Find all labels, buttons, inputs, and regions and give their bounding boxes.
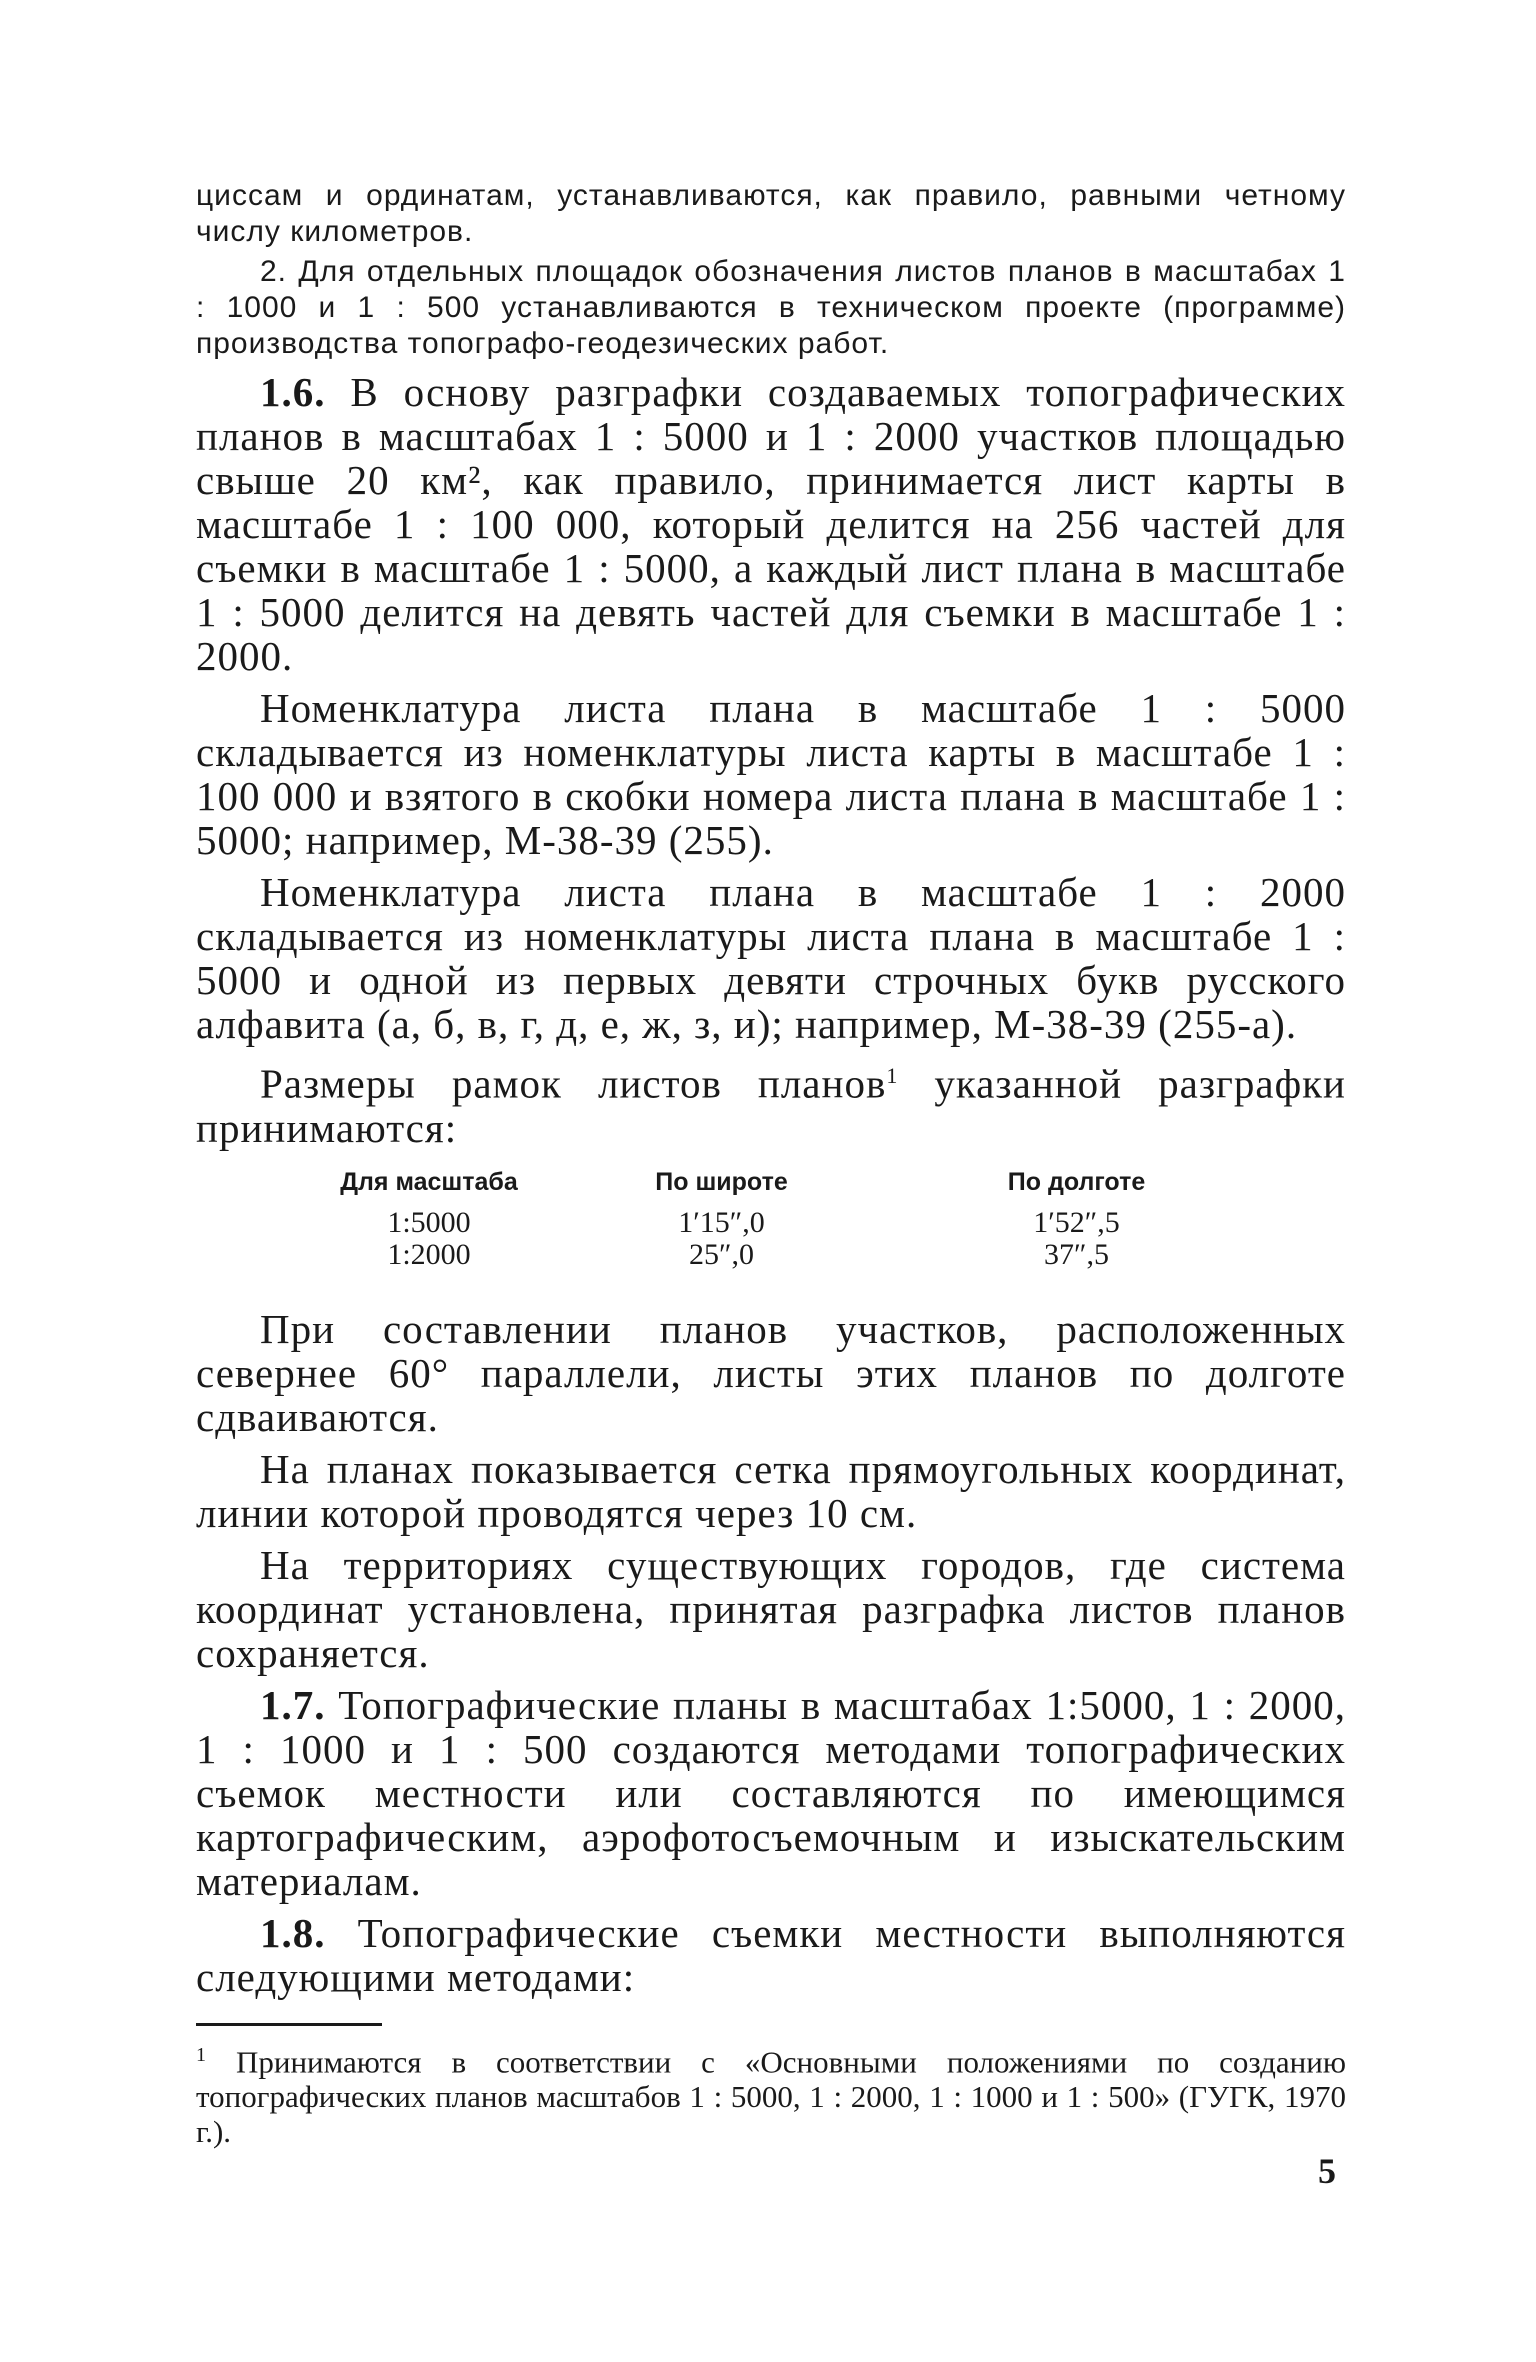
section-number-1-7: 1.7.	[260, 1681, 326, 1728]
footnote-mark: 1	[196, 2043, 206, 2066]
table-cell: 25″,0	[689, 1237, 754, 1271]
table-cell: 37″,5	[1044, 1237, 1109, 1271]
col-header-latitude: По широте	[655, 1167, 788, 1196]
col-header-scale: Для масштаба	[340, 1167, 518, 1196]
table-cell: 1:2000	[387, 1237, 471, 1271]
paragraph-grid: На планах показывается сетка прямоугольных координат, линии которой проводятся через 10 см.	[196, 1445, 1346, 1536]
paragraph-1-7-text: Топографические планы в масштабах 1:5000, 1 : 2000, 1 : 1000 и 1 : 500 создаются методами топографических съемок местности или составляются по имеющимся картографическим, аэрофотосъемочным и изыскательским материалам.	[196, 1681, 1346, 1904]
paragraph-nomenclature-5000: Номенклатура листа плана в масштабе 1 : 5000 складывается из номенклатуры листа карты в масштабе 1 : 100 000 и взятого в скобки номера листа плана в масштабе 1 : 5000; например, М-38-39 (255).	[196, 685, 1346, 863]
table-header-row	[314, 1168, 1254, 1207]
paragraph-1-6	[196, 370, 1346, 678]
paragraph-frame-sizes	[196, 1054, 1346, 1150]
paragraph-continuation: циссам и ординатам, устанавливаются, как правило, равными четному числу километров.	[196, 179, 1346, 248]
page-body	[196, 178, 1346, 2149]
paragraph-1-6-text: В основу разграфки создаваемых топографических планов в масштабах 1 : 5000 и 1 : 2000 участков площадью свыше 20 км², как правило, принимается лист карты в масштабе 1 : 100 000, который делится на 256 частей для съемки в масштабе 1 : 5000, а каждый лист плана в масштабе 1 : 5000 делится на девять частей для съемки в масштабе 1 : 2000.	[196, 369, 1346, 679]
table-cell: 1′15″,0	[678, 1205, 765, 1239]
section-number-1-6: 1.6.	[260, 369, 326, 415]
frame-sizes-table	[314, 1168, 1254, 1271]
paragraph-1-7	[196, 1683, 1346, 1903]
footnote-divider	[196, 2023, 382, 2026]
section-number-1-8: 1.8.	[260, 1909, 326, 1956]
paragraph-nomenclature-2000: Номенклатура листа плана в масштабе 1 : 2000 складывается из номенклатуры листа плана в масштабе 1 : 5000 и одной из первых девяти строчных букв русского алфавита (а, б, в, г, д, е, ж, з, и); например, М-38-39 (255-а).	[196, 869, 1346, 1047]
table-cell: 1:5000	[387, 1205, 471, 1239]
table-row	[314, 1239, 1254, 1271]
footnote	[196, 2038, 1346, 2149]
paragraph-cities: На территориях существующих городов, где система координат установлена, принятая разграфка листов планов сохраняется.	[196, 1541, 1346, 1676]
paragraph-1-8	[196, 1911, 1346, 1999]
footnote-ref: 1	[886, 1063, 899, 1088]
frame-sizes-text-a: Размеры рамок листов планов	[260, 1060, 887, 1107]
table-row	[314, 1207, 1254, 1239]
paragraph-1-8-text: Топографические съемки местности выполняются следующими методами:	[196, 1909, 1346, 2000]
col-header-longitude: По долготе	[1007, 1167, 1146, 1196]
footnote-text: Принимаются в соответствии с «Основными положениями по созданию топографических планов масштабов 1 : 5000, 1 : 2000, 1 : 1000 и 1 : 500» (ГУГК, 1970 г.).	[196, 2043, 1346, 2149]
page-number: 5	[1318, 2151, 1336, 2191]
paragraph-north-60: При составлении планов участков, расположенных севернее 60° параллели, листы этих планов по долготе сдваиваются.	[196, 1305, 1346, 1440]
table-cell: 1′52″,5	[1033, 1205, 1120, 1239]
paragraph-item-2: 2. Для отдельных площадок обозначения листов планов в масштабах 1 : 1000 и 1 : 500 устанавливаются в техническом проекте (программе) производства топографо-геодезических работ.	[196, 255, 1346, 360]
frame-sizes-text-b: указанной разграфки принимаются:	[196, 1060, 1346, 1151]
